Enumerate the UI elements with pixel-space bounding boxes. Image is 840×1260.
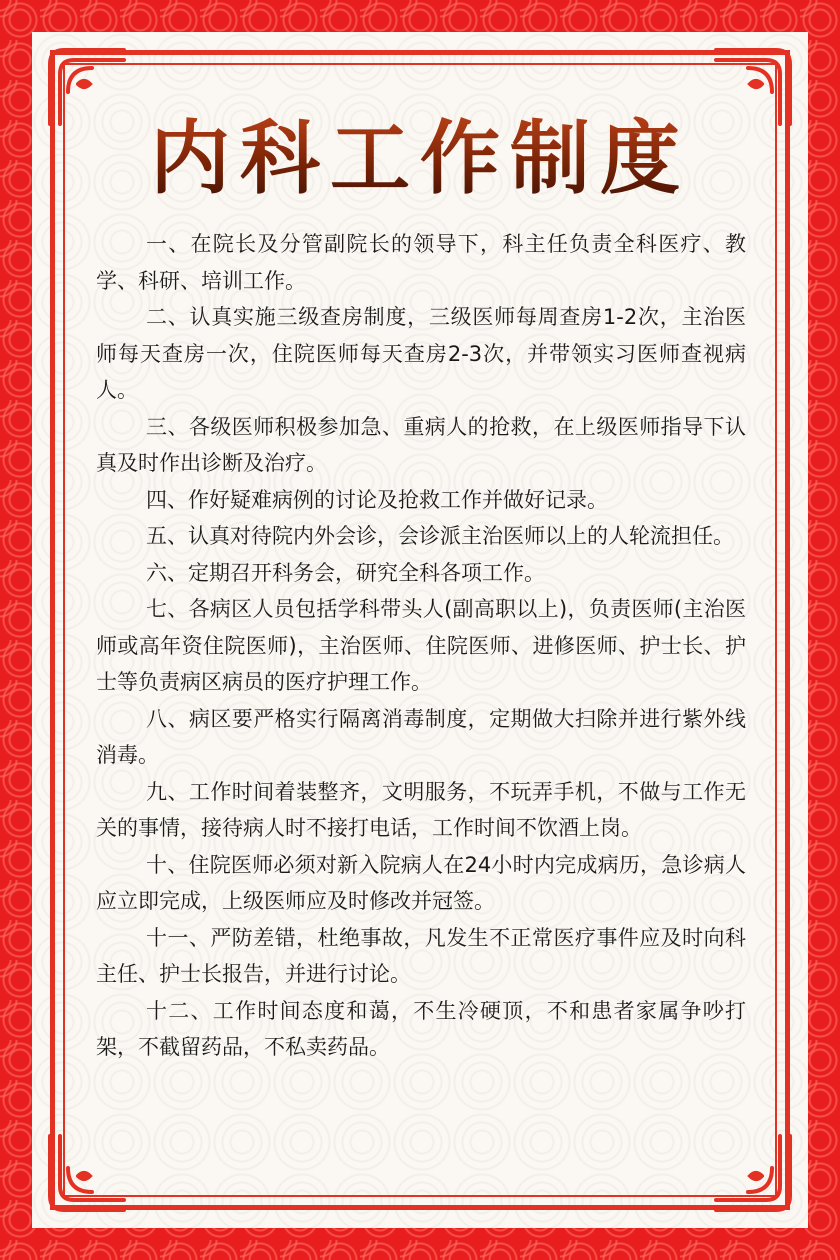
rule-item: 六、定期召开科务会，研究全科各项工作。 — [146, 560, 545, 585]
rule-item: 四、作好疑难病例的讨论及抢救工作并做好记录。 — [146, 487, 608, 512]
corner-ornament-icon — [44, 1130, 130, 1216]
rule-item: 七、各病区人员包括学科带头人(副高职以上)，负责医师(主治医师或高年资住院医师)，主治医师、住院医师、进修医师、护士长、护士等负责病区病员的医疗护理工作。 — [96, 597, 746, 694]
rule-item: 五、认真对待院内外会诊，会诊派主治医师以上的人轮流担任。 — [146, 524, 734, 548]
rule-item: 三、各级医师积极参加急、重病人的抢救，在上级医师指导下认真及时作出诊断及治疗。 — [96, 414, 746, 475]
page-title: 内科工作制度 — [0, 108, 840, 208]
rule-item: 十一、严防差错，杜绝事故，凡发生不正常医疗事件应及时向科主任、护士长报告，并进行讨论。 — [96, 925, 746, 986]
rule-item: 八、病区要严格实行隔离消毒制度，定期做大扫除并进行紫外线消毒。 — [96, 706, 746, 767]
rule-item: 九、工作时间着装整齐，文明服务，不玩弄手机，不做与工作无关的事情，接待病人时不接打电话，工作时间不饮酒上岗。 — [96, 779, 746, 840]
rule-item: 十二、工作时间态度和蔼，不生冷硬顶，不和患者家属争吵打架，不截留药品，不私卖药品。 — [96, 998, 746, 1059]
rule-item: 二、认真实施三级查房制度，三级医师每周查房1-2次，主治医师每天查房一次，住院医师每天查房2-3次，并带领实习医师查视病人。 — [96, 305, 746, 402]
rule-item: 十、住院医师必须对新入院病人在24小时内完成病历，急诊病人应立即完成，上级医师应及时修改并冠签。 — [96, 852, 746, 913]
rules-list — [96, 226, 746, 1066]
corner-ornament-icon — [710, 1130, 796, 1216]
rule-item: 一、在院长及分管副院长的领导下，科主任负责全科医疗、教学、科研、培训工作。 — [96, 232, 746, 293]
